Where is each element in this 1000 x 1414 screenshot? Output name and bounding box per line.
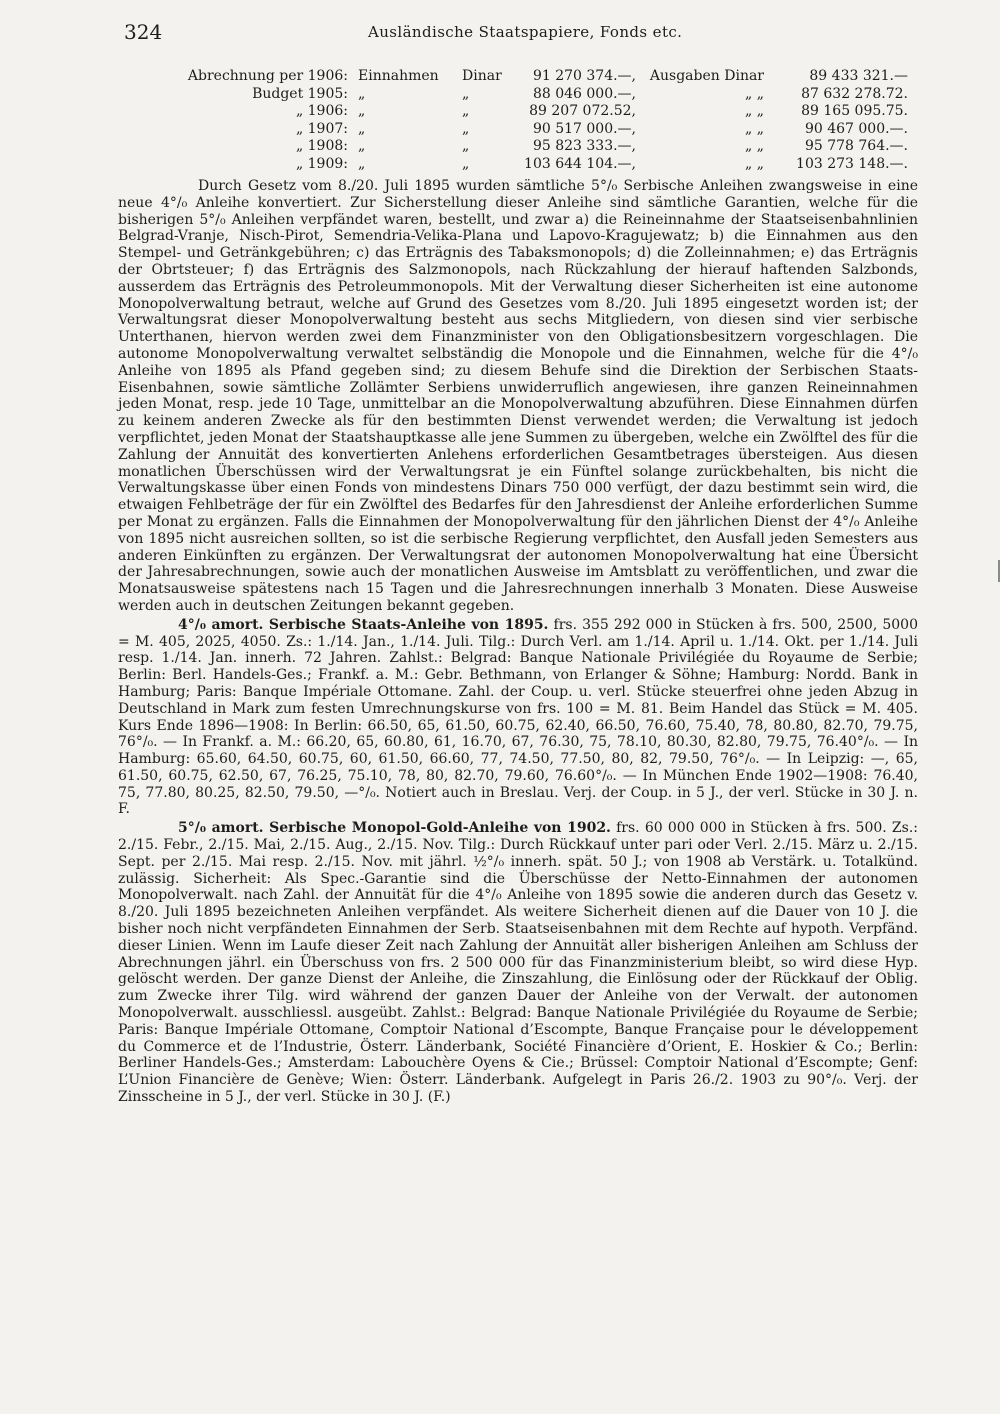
expense-word: „ „ xyxy=(745,155,764,172)
income-word: „ xyxy=(358,155,366,172)
row-label: „ 1906: xyxy=(295,103,348,120)
income-word: „ xyxy=(358,103,366,120)
income-amount: 89 207 072.52, xyxy=(529,103,636,120)
income-amount: 88 046 000.—, xyxy=(532,85,636,102)
currency-word: „ xyxy=(462,155,470,172)
page-header xyxy=(0,20,1000,48)
expense-amount: 90 467 000.—. xyxy=(804,120,908,137)
expense-amount: 95 778 764.—. xyxy=(804,138,908,155)
row-label: „ 1909: xyxy=(295,155,348,172)
expense-word: „ „ xyxy=(745,120,764,137)
expense-word: „ „ xyxy=(745,85,764,102)
row-label: „ 1907: xyxy=(295,120,348,137)
budget-table xyxy=(138,68,908,174)
income-word: „ xyxy=(358,85,366,102)
expense-amount: 89 165 095.75. xyxy=(801,103,908,120)
income-word: „ xyxy=(358,120,366,137)
table-row xyxy=(138,138,908,156)
loan-1902-title: 5°/₀ amort. Serbische Monopol-Gold-Anleihe von 1902. xyxy=(178,820,611,837)
income-word: „ xyxy=(358,138,366,155)
income-amount: 95 823 333.—, xyxy=(532,138,636,155)
guarantee-paragraph: Durch Gesetz vom 8./20. Juli 1895 wurden sämtliche 5°/₀ Serbische Anleihen zwangsweise in eine neue 4°/₀ Anleihe konvertiert. Zur Sicherstellung dieser Anleihe sind sämtliche Garantien, welche für die bisherigen 5°/₀ Anleihen verpfändet waren, bestellt, und zwar a) die Reineinnahme der Staatseisenbahnlinien Belgrad-Vranje, Nisch-Pirot, Semendria-Velika-Plana und Lapovo-Kragujewatz; b) die Einnahmen aus den Stempel- und Getränkgebühren; c) das Erträgnis des Tabaksmonopols; d) die Zolleinnahmen; e) das Erträgnis der Obrtsteuer; f) das Erträgnis des Salzmonopols, nach Rückzahlung der hierauf haftenden Salzbonds, ausserdem das Erträgnis des Petroleummonopols. Mit der Verwaltung dieser Sicherheiten ist eine autonome Monopolverwaltung betraut, welche auf Grund des Gesetzes vom 8./20. Juli 1895 eingesetzt worden ist; der Verwaltungsrat dieser Monopolverwaltung besteht aus sechs Mitgliedern, von diesen sind vier serbische Unterthanen, hiervon werden zwei dem Finanzminister von den Obligationsbesitzern vorgeschlagen. Die autonome Monopolverwaltung verwaltet selbständig die Monopole und die Einnahmen, welche für die 4°/₀ Anleihe von 1895 als Pfand gegeben sind; zu diesem Behufe sind die Direktion der Serbischen Staats-Eisenbahnen, sowie sämtliche Zollämter Serbiens unwiderruflich angewiesen, ihre ganzen Reineinnahmen jeden Monat, resp. jede 10 Tage, unmittelbar an die Monopolverwaltung abzuführen. Diese Einnahmen dürfen zu keinem anderen Zwecke als für den bestimmten Dienst verwendet werden; die Verwaltung ist jedoch verpflichtet, jeden Monat der Staatshauptkasse alle jene Summen zu übergeben, welche ein Zwölftel des für die Zahlung der Annuität des konvertierten Anlehens erforderlichen Gesamtbetrages übersteigen. Aus diesen monatlichen Überschüssen wird der Verwaltungsrat je ein Fünftel solange zurückbehalten, bis nicht die Verwaltungskasse über einen Fonds von mindestens Dinars 750 000 verfügt, der dazu bestimmt sein wird, die etwaigen Fehlbeträge der für ein Zwölftel des Bedarfes für den Jahresdienst der Anleihe erforderlichen Summe per Monat zu ergänzen. Falls die Einnahmen der Monopolverwaltung für den jährlichen Dienst der 4°/₀ Anleihe von 1895 nicht ausreichen sollten, so ist die serbische Regierung verpflichtet, den Ausfall jeden Semesters aus anderen Einkünften zu ergänzen. Der Verwaltungsrat der autonomen Monopolverwaltung hat eine Übersicht der Jahresabrechnungen, sowie auch der monatlichen Ausweise im Amtsblatt zu veröffentlichen, und zwar die Monatsausweise spätestens nach 15 Tagen und die Jahresrechnungen innerhalb 3 Monaten. Diese Ausweise werden auch in deutschen Zeitungen bekannt gegeben. xyxy=(118,178,918,614)
page-number: 324 xyxy=(124,20,163,44)
income-amount: 103 644 104.—, xyxy=(524,155,636,172)
loan-1902-text: frs. 60 000 000 in Stücken à frs. 500. Zs.: 2./15. Febr., 2./15. Mai, 2./15. Aug., 2./15. Nov. Tilg.: Durch Rückkauf unter pari oder Verl. 2./15. März u. 2./15. Sept. per 2./15. Mai resp. 2./15. Nov. mit jährl. ½°/₀ innerh. spät. 50 J.; von 1908 ab Verstärk. u. Totalkünd. zulässig. Sicherheit: Als Spec.-Garantie sind die Überschüsse der Netto-Einnahmen der autonomen Monopolverwalt. nach Zahl. der Annuität für die 4°/₀ Anleihe von 1895 sowie die anderen durch das Gesetz v. 8./20. Juli 1895 bezeichneten Anleihen verpfändet. Als weitere Sicherheit dienen auf die Dauer von 10 J. die bisher noch nicht verpfändeten Einnahmen der Serb. Staatseisenbahnen mit dem Rechte auf hypoth. Verpfänd. dieser Linien. Wenn im Laufe dieser Zeit nach Zahlung der Annuität aller bisherigen Anleihen am Schluss der Abrechnungen jährl. ein Überschuss von frs. 2 500 000 für das Finanzministerium bleibt, so wird diese Hyp. gelöscht werden. Der ganze Dienst der Anleihe, die Zinszahlung, die Einlösung oder der Rückkauf der Oblig. zum Zwecke ihrer Tilg. wird während der ganzen Dauer der Anleihe von der Verwalt. der autonomen Monopolverwalt. ausschliessl. ausgeübt. Zahlst.: Belgrad: Banque Nationale Privilégiée du Royaume de Serbie; Paris: Banque Impériale Ottomane, Comptoir National d’Escompte, Banque Française pour le développement du Commerce et de l’Industrie, Österr. Länderbank, Société Financière d’Orient, E. Hoskier & Co.; Berlin: Berliner Handels-Ges.; Amsterdam: Labouchère Oyens & Cie.; Brüssel: Comptoir National d’Escompte; Genf: L’Union Financière de Genève; Wien: Österr. Länderbank. Aufgelegt in Paris 26./2. 1903 zu 90°/₀. Verj. der Zinsscheine in 5 J., der verl. Stücke in 30 J. (F.) xyxy=(118,820,918,1106)
expense-amount: 89 433 321.— xyxy=(809,68,908,84)
expense-word: Ausgaben Dinar xyxy=(649,68,764,84)
table-row xyxy=(138,86,908,104)
currency-word: Dinar xyxy=(462,68,502,84)
row-label: Abrechnung per 1906: xyxy=(187,68,348,84)
scan-edge-mark xyxy=(988,560,1000,582)
table-row xyxy=(138,103,908,121)
loan-1895-title: 4°/₀ amort. Serbische Staats-Anleihe von 1895. xyxy=(178,616,549,633)
expense-word: „ „ xyxy=(745,138,764,155)
currency-word: „ xyxy=(462,120,470,137)
table-row xyxy=(138,121,908,139)
loan-1895-paragraph xyxy=(118,617,918,819)
currency-word: „ xyxy=(462,103,470,120)
income-amount: 91 270 374.—, xyxy=(532,68,636,84)
body-text xyxy=(118,178,918,1106)
currency-word: „ xyxy=(462,138,470,155)
table-row xyxy=(138,68,908,86)
running-title: Ausländische Staatspapiere, Fonds etc. xyxy=(368,23,683,41)
income-amount: 90 517 000.—, xyxy=(532,120,636,137)
income-word: Einnahmen xyxy=(358,68,439,84)
currency-word: „ xyxy=(462,85,470,102)
loan-1902-paragraph xyxy=(118,820,918,1106)
row-label: „ 1908: xyxy=(295,138,348,155)
table-row xyxy=(138,156,908,174)
loan-1895-text: frs. 355 292 000 in Stücken à frs. 500, 2500, 5000 = M. 405, 2025, 4050. Zs.: 1./14. Jan., 1./14. Juli. Tilg.: Durch Verl. am 1./14. April u. 1./14. Okt. per 1./14. Juli resp. 1./14. Jan. innerh. 72 Jahren. Zahlst.: Belgrad: Banque Nationale Privilégiée du Royaume de Serbie; Berlin: Berl. Handels-Ges.; Frankf. a. M.: Gebr. Bethmann, von Erlanger & Söhne; Hamburg: Nordd. Bank in Hamburg; Paris: Banque Impériale Ottomane. Zahl. der Coup. u. verl. Stücke steuerfrei ohne jeden Abzug in Deutschland in Mark zum festen Umrechnungskurse von frs. 100 = M. 81. Beim Handel das Stück = M. 405. Kurs Ende 1896—1908: In Berlin: 66.50, 65, 61.50, 60.75, 62.40, 66.50, 76.60, 75.40, 78, 80.80, 82.70, 79.75, 76°/₀. — In Frankf. a. M.: 66.20, 65, 60.80, 61, 16.70, 67, 76.30, 75, 78.10, 80.30, 82.80, 79.75, 76.40°/₀. — In Hamburg: 65.60, 64.50, 60.75, 60, 61.50, 66.60, 77, 74.50, 77.50, 80, 82, 79.50, 76°/₀. — In Leipzig: —, 65, 61.50, 60.75, 62.50, 67, 76.25, 75.10, 78, 80, 82.70, 79.60, 76.60°/₀. — In München Ende 1902—1908: 76.40, 75, 77.80, 80.25, 82.50, 79.50, —°/₀. Notiert auch in Breslau. Verj. der Coup. in 5 J., der verl. Stücke in 30 J. n. F. xyxy=(118,616,918,818)
row-label: Budget 1905: xyxy=(252,85,348,102)
expense-amount: 87 632 278.72. xyxy=(801,85,908,102)
expense-word: „ „ xyxy=(745,103,764,120)
expense-amount: 103 273 148.—. xyxy=(796,155,908,172)
